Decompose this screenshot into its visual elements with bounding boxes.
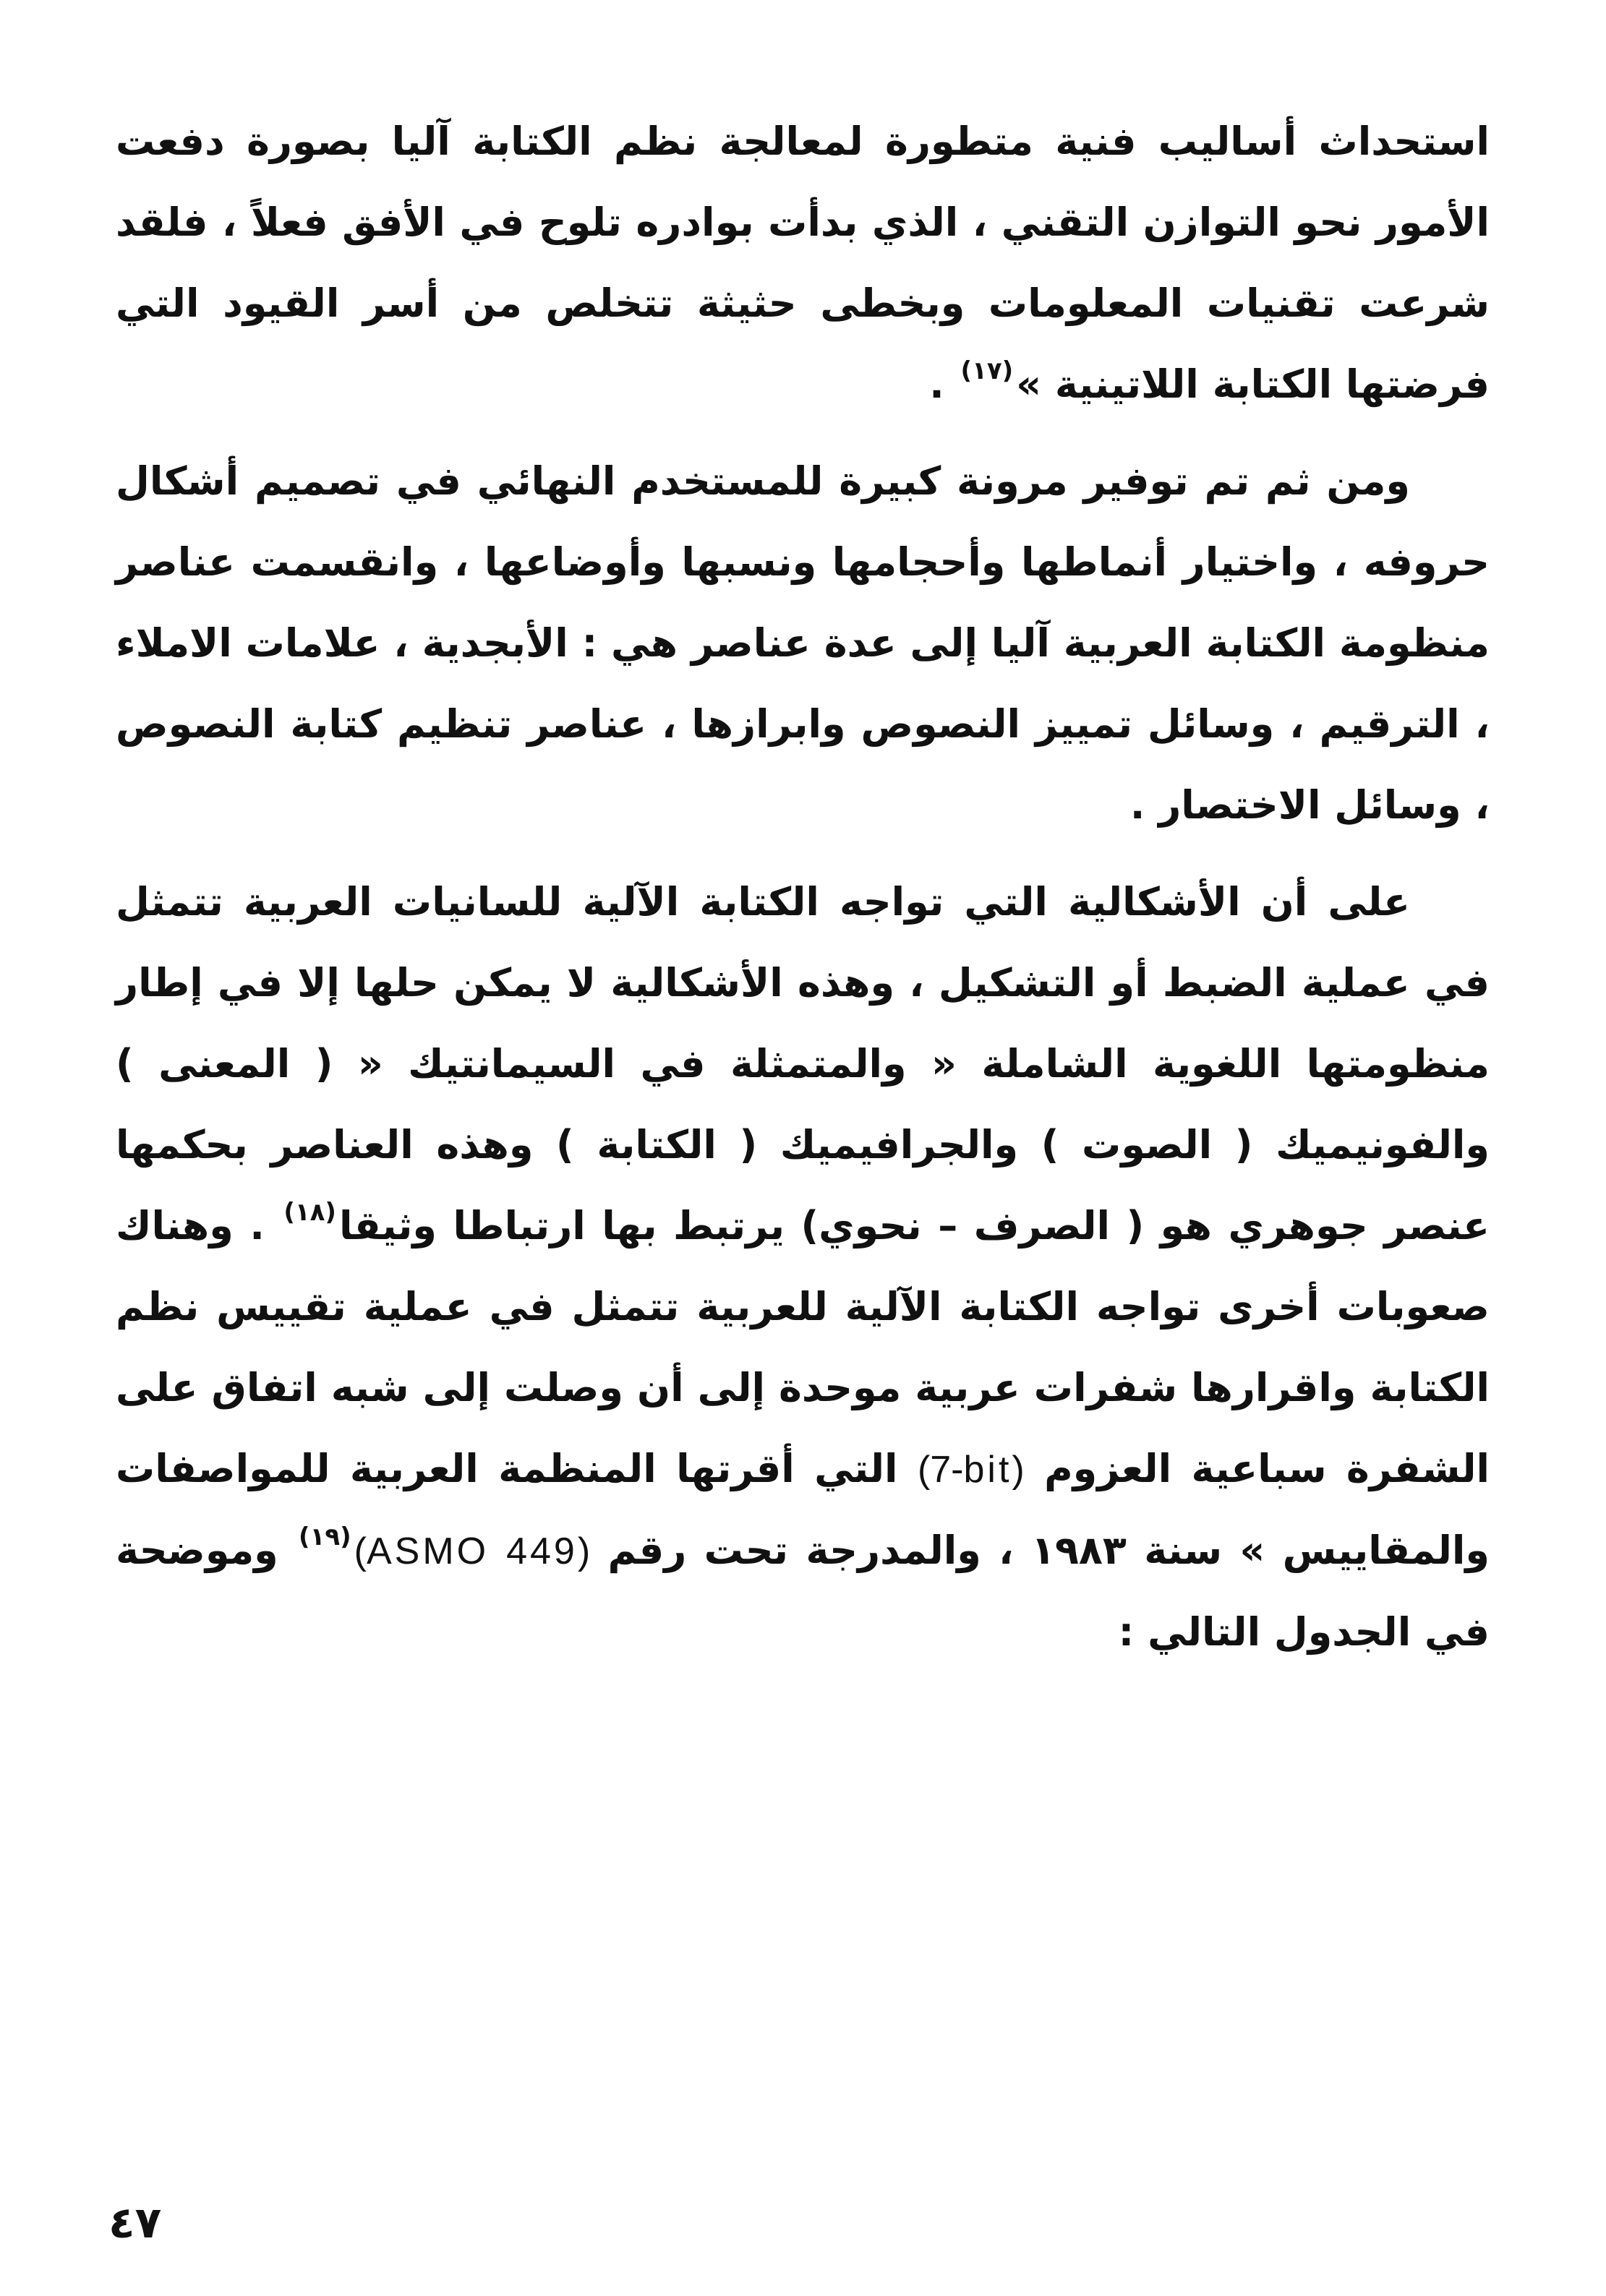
body-text (116, 101, 1490, 1689)
text-run: استحداث أساليب فنية متطورة لمعالجة نظم الكتابة آليا بصورة دفعت الأمور نحو التوازن التقني ، الذي بدأت بوادره تلوح في الأفق فعلاً ، فلقد شرعت تقنيات المعلومات وبخطى حثيثة تتخلص من أسر القيود التي فرضتها الكتابة اللاتينية » (116, 119, 1490, 407)
latin-term: (ASMO 449) (354, 1530, 591, 1572)
paragraph (116, 441, 1490, 846)
footnote-marker: (١٩) (299, 1522, 351, 1551)
text-run: وموضحة في الجدول التالي : (116, 1528, 1490, 1655)
paragraph (116, 862, 1490, 1673)
paragraph (116, 101, 1490, 425)
footnote-marker: (١٧) (960, 356, 1014, 385)
text-run: . (929, 361, 958, 407)
text-run: . وهناك صعوبات أخرى تواجه الكتابة الآلية للعربية تتمثل في عملية تقييس نظم الكتابة واقرارها شفرات عربية موحدة إلى أن وصلت إلى شبه اتفاق على الشفرة سباعية العزوم (116, 1203, 1490, 1491)
footnote-marker: (١٨) (283, 1198, 336, 1227)
text-run: ومن ثم تم توفير مرونة كبيرة للمستخدم النهائي في تصميم أشكال حروفه ، واختيار أنماطها وأحجامها ونسبها وأوضاعها ، وانقسمت عناصر منظومة الكتابة العربية آليا إلى عدة عناصر هي : الأبجدية ، علامات الاملاء ، الترقيم ، وسائل تمييز النصوص وابرازها ، عناصر تنظيم كتابة النصوص ، وسائل الاختصار . (116, 458, 1490, 828)
text-run: التي أقرتها المنظمة العربية للمواصفات والمقاييس » سنة ١٩٨٣ ، والمدرجة تحت رقم (116, 1446, 1490, 1573)
latin-term: (7-bit) (917, 1449, 1025, 1491)
page-number: ٤٧ (108, 2198, 162, 2248)
text-run: على أن الأشكالية التي تواجه الكتابة الآلية للسانيات العربية تتمثل في عملية الضبط أو التشكيل ، وهذه الأشكالية لا يمكن حلها إلا في إطار منظومتها اللغوية الشاملة « والمتمثلة في السيمانتيك « ( المعنى ) والفونيميك ( الصوت ) والجرافيميك ( الكتابة ) وهذه العناصر بحكمها عنصر جوهري هو ( الصرف – نحوي) يرتبط بها ارتباطا وثيقا (116, 879, 1490, 1248)
